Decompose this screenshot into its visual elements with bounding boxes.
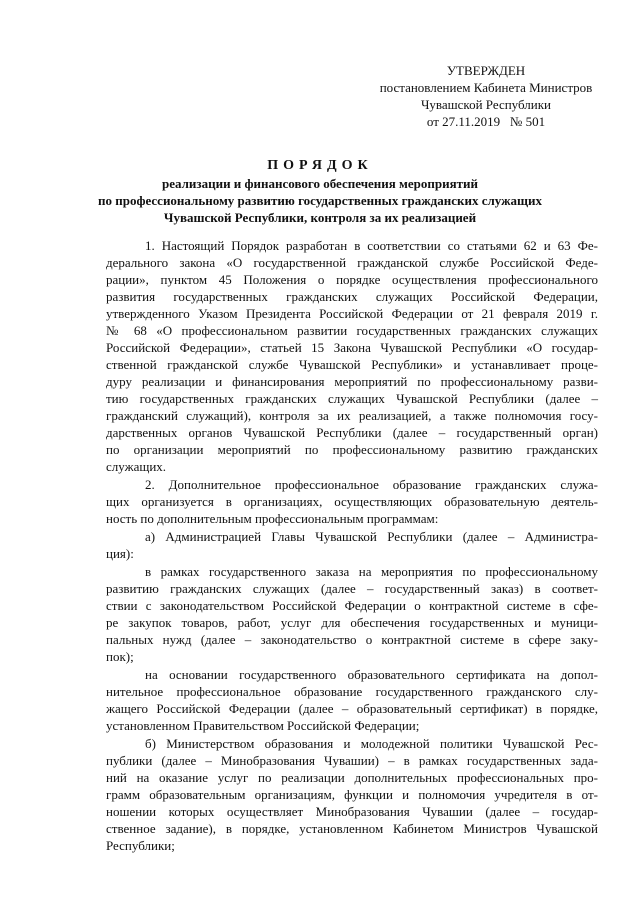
approval-status: УТВЕРЖДЕН (446, 63, 526, 78)
text-line: пальных нужд (далее – законодательство о контрактной системе в сфере заку- (106, 632, 598, 647)
text-line: жащего Российской Федерации (далее – образовательный сертификат) в порядке, (106, 701, 598, 716)
text-line: ре закупок товаров, работ, услуг для обеспечения государственных и муници- (106, 615, 598, 630)
text-line: по организации мероприятий по профессиональному развитию гражданских (106, 442, 598, 457)
text-line: б) Министерством образования и молодежной политики Чувашской Рес- (145, 736, 598, 751)
document-subtitle: реализации и финансового обеспечения мероприятий (161, 176, 479, 191)
text-line: дерального закона «О государственной гражданской службе Российской Феде- (106, 255, 598, 270)
document-body (106, 237, 598, 855)
paragraph (106, 563, 598, 665)
text-line: дуру реализации и финансирования мероприятий по профессиональному разви- (106, 374, 598, 389)
text-line: Республики; (106, 838, 175, 853)
approval-stamp (366, 62, 606, 130)
text-line: развития государственных гражданских служащих Российской Федерации, (106, 289, 598, 304)
text-line: 1. Настоящий Порядок разработан в соответствии со статьями 62 и 63 Фе- (145, 238, 598, 253)
text-line: нительное профессиональное образование государственного гражданского слу- (106, 684, 598, 699)
paragraph (106, 528, 598, 562)
paragraph (106, 237, 598, 475)
text-line: ция): (106, 546, 134, 561)
text-line: ственной гражданской службе Чувашской Республики» и устанавливает проце- (106, 357, 598, 372)
document-subtitle: по профессиональному развитию государственных гражданских служащих (98, 193, 542, 208)
paragraph (106, 735, 598, 854)
text-line: грамм образовательным организациям, функции и полномочия учредителя в от- (106, 787, 598, 802)
text-line: ношении которых осуществляет Минобразования Чувашии (далее – государ- (106, 804, 598, 819)
text-line: дарственных органов Чувашской Республики (далее – государственный орган) (106, 425, 598, 440)
text-line: 2. Дополнительное профессиональное образование гражданских служа- (145, 477, 598, 492)
paragraph (106, 666, 598, 734)
text-line: ность по дополнительным профессиональным программам: (106, 511, 439, 526)
text-line: гражданский служащий), контроля за их реализацией, а также полномочия госу- (106, 408, 598, 423)
text-line: щих организуется в организациях, осуществляющих образовательную деятель- (106, 494, 598, 509)
text-line: служащих. (106, 459, 167, 474)
text-line: ний на оказание услуг по реализации дополнительных профессиональных про- (106, 770, 598, 785)
text-line: в рамках государственного заказа на мероприятия по профессиональному (145, 564, 598, 579)
text-line: публики (далее – Минобразования Чувашии) – в рамках государственных зада- (106, 753, 598, 768)
text-line: а) Администрацией Главы Чувашской Республики (далее – Администра- (145, 529, 598, 544)
document-title: ПОРЯДОК (267, 158, 373, 173)
text-line: развитию гражданских служащих (далее – государственный заказ) в соответ- (106, 581, 598, 596)
document-subtitle: Чувашской Республики, контроля за их реализацией (163, 210, 477, 225)
approval-line: постановлением Кабинета Министров (379, 80, 593, 95)
approval-date: от 27.11.2019 № 501 (426, 114, 546, 129)
text-line: ственное задание), в порядке, установленном Кабинетом Министров Чувашской (106, 821, 598, 836)
text-line: пок); (106, 649, 134, 664)
text-line: Российской Федерации», статьей 15 Закона Чувашской Республики «О государ- (106, 340, 598, 355)
approval-line: Чувашской Республики (420, 97, 552, 112)
text-line: № 68 «О профессиональном развитии государственных гражданских служащих (106, 323, 598, 338)
text-line: на основании государственного образовательного сертификата на допол- (145, 667, 598, 682)
document-heading (40, 157, 600, 226)
text-line: утвержденного Указом Президента Российской Федерации от 21 февраля 2019 г. (106, 306, 598, 321)
text-line: ствии с законодательством Российской Федерации о контрактной системе в сфе- (106, 598, 598, 613)
text-line: установленном Правительством Российской Федерации; (106, 718, 420, 733)
text-line: тию государственных гражданских служащих Чувашской Республики (далее – (106, 391, 598, 406)
text-line: рации», пунктом 45 Положения о порядке осуществления профессионального (106, 272, 598, 287)
paragraph (106, 476, 598, 527)
